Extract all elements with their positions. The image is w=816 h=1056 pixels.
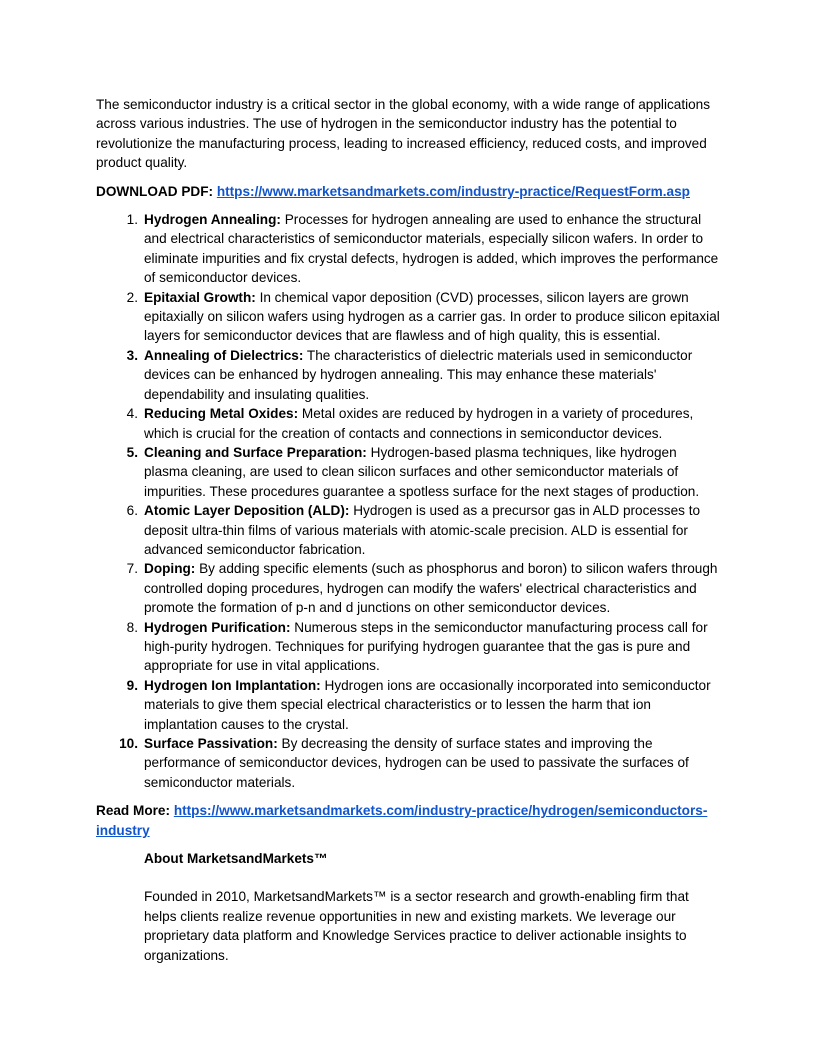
download-pdf-link[interactable]: https://www.marketsandmarkets.com/industry-practice/RequestForm.asp xyxy=(216,183,690,199)
list-item-number: 4. xyxy=(126,406,138,422)
document-body xyxy=(96,95,720,965)
list-item-number: 5. xyxy=(126,444,138,460)
list-item-number: 6. xyxy=(126,503,138,519)
list-item xyxy=(96,443,720,501)
about-text: Founded in 2010, MarketsandMarkets™ is a sector research and growth-enabling firm that helps clients realize revenue opportunities in new and existing markets. We leverage our proprietary data platform and Knowledge Services practice to deliver actionable insights to organizations. xyxy=(144,889,689,963)
list-item-text: Metal oxides are reduced by hydrogen in a variety of procedures, which is crucial for the creation of contacts and connections in semiconductor devices. xyxy=(144,406,694,441)
list-item-text: Hydrogen is used as a precursor gas in ALD processes to deposit ultra-thin films of various materials with atomic-scale precision. ALD is essential for advanced semiconductor fabrication. xyxy=(144,503,701,557)
list-item-text: Processes for hydrogen annealing are used to enhance the structural and electrical characteristics of semiconductor materials, especially silicon wafers. In order to eliminate impurities and fix crystal defects, hydrogen is added, which improves the performance of semiconductor devices. xyxy=(144,212,719,286)
list-item-number: 2. xyxy=(126,289,138,305)
list-item xyxy=(96,676,720,734)
list-item-term: Doping: xyxy=(144,561,196,577)
list-item-number: 7. xyxy=(126,561,138,577)
list-item xyxy=(96,734,720,792)
list-item-text: In chemical vapor deposition (CVD) processes, silicon layers are grown epitaxially on silicon wafers using hydrogen as a carrier gas. In order to produce silicon epitaxial layers for semiconductor devices that are flawless and of high quality, this is essential. xyxy=(144,289,720,344)
list-item xyxy=(96,618,720,676)
hydrogen-applications-list xyxy=(96,210,720,792)
list-item xyxy=(96,210,720,288)
list-item-term: Annealing of Dielectrics: xyxy=(144,347,304,363)
list-item-term: Hydrogen Annealing: xyxy=(144,212,281,228)
read-more-line xyxy=(96,801,720,840)
list-item xyxy=(96,288,720,346)
list-item-number: 9. xyxy=(126,677,138,693)
list-item-term: Atomic Layer Deposition (ALD): xyxy=(144,503,350,519)
read-more-label: Read More: xyxy=(96,803,174,819)
list-item-term: Surface Passivation: xyxy=(144,736,278,751)
list-item-term: Cleaning and Surface Preparation: xyxy=(144,444,367,460)
list-item-term: Epitaxial Growth: xyxy=(144,289,256,305)
list-item-number: 10. xyxy=(119,736,138,751)
about-title: About MarketsandMarkets™ xyxy=(144,851,328,867)
list-item-text: Hydrogen-based plasma techniques, like hydrogen plasma cleaning, are used to clean silicon surfaces and other semiconductor materials of impurities. These procedures guarantee a spotless surface for the next stages of production. xyxy=(144,444,700,499)
list-item-number: 3. xyxy=(126,347,138,363)
list-item-term: Reducing Metal Oxides: xyxy=(144,406,299,422)
intro-paragraph: The semiconductor industry is a critical sector in the global economy, with a wide range of applications across various industries. The use of hydrogen in the semiconductor industry has the potential to revolutionize the manufacturing process, leading to increased efficiency, reduced costs, and improved product quality. xyxy=(96,97,711,171)
read-more-link[interactable]: https://www.marketsandmarkets.com/industry-practice/hydrogen/semiconductors-industry xyxy=(96,803,708,838)
list-item xyxy=(96,404,720,443)
about-section xyxy=(144,849,720,965)
download-pdf-line xyxy=(96,182,720,201)
list-item-text: Numerous steps in the semiconductor manufacturing process call for high-purity hydrogen. Techniques for purifying hydrogen guarantee that the gas is pure and appropriate for use in vital applications. xyxy=(144,619,708,674)
list-item-term: Hydrogen Ion Implantation: xyxy=(144,677,321,693)
list-item xyxy=(96,501,720,559)
list-item-text: The characteristics of dielectric materials used in semiconductor devices can be enhanced by hydrogen annealing. This may enhance these materials' dependability and insulating qualities. xyxy=(144,347,693,402)
list-item-text: By decreasing the density of surface states and improving the performance of semiconductor devices, hydrogen can be used to passivate the surfaces of semiconductor materials. xyxy=(144,736,689,790)
list-item xyxy=(96,346,720,404)
list-item-text: Hydrogen ions are occasionally incorporated into semiconductor materials to give them special electrical characteristics or to lessen the harm that ion implantation causes to the crystal. xyxy=(144,677,711,732)
list-item-number: 1. xyxy=(126,212,138,228)
list-item-number: 8. xyxy=(126,619,138,635)
list-item xyxy=(96,559,720,617)
list-item-text: By adding specific elements (such as phosphorus and boron) to silicon wafers through controlled doping procedures, hydrogen can modify the wafers' electrical characteristics and promote the formation of p-n and d junctions on other semiconductor devices. xyxy=(144,561,718,616)
download-pdf-label: DOWNLOAD PDF: xyxy=(96,183,217,199)
list-item-term: Hydrogen Purification: xyxy=(144,619,291,635)
